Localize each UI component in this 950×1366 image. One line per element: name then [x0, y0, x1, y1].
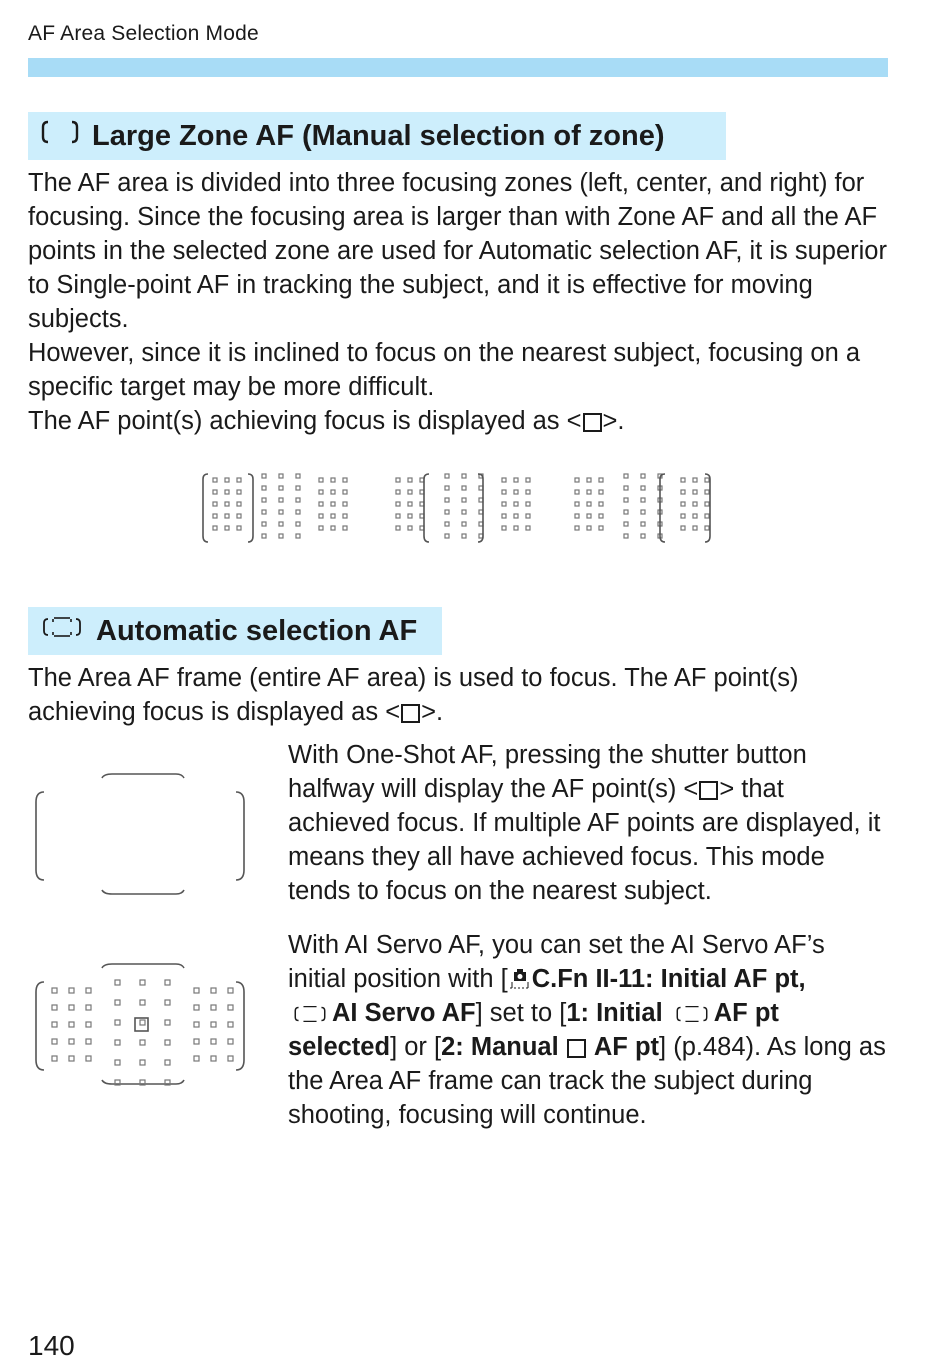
af-point — [115, 980, 120, 985]
af-point — [526, 514, 530, 518]
af-point — [194, 1039, 199, 1044]
af-point — [52, 1039, 57, 1044]
af-point — [624, 498, 628, 502]
af-point — [52, 1022, 57, 1027]
af-point — [194, 1022, 199, 1027]
af-point — [681, 514, 685, 518]
zone-frame-left-bracket — [660, 474, 665, 542]
af-point — [296, 486, 300, 490]
af-point — [211, 1005, 216, 1010]
af-point — [641, 522, 645, 526]
area-af-frame-diagram — [30, 770, 250, 900]
af-point-square-icon — [699, 781, 718, 800]
af-point — [319, 490, 323, 494]
af-point — [69, 1039, 74, 1044]
af-point — [331, 490, 335, 494]
af-point — [86, 1022, 91, 1027]
af-point — [599, 490, 603, 494]
af-point — [462, 474, 466, 478]
af-point — [681, 490, 685, 494]
af-point — [319, 526, 323, 530]
af-point — [86, 1039, 91, 1044]
af-point — [262, 534, 266, 538]
frame-right — [236, 982, 244, 1070]
af-point — [165, 1000, 170, 1005]
af-point — [396, 526, 400, 530]
af-point — [408, 478, 412, 482]
frame-left — [36, 982, 44, 1070]
af-point — [279, 522, 283, 526]
af-point — [69, 988, 74, 993]
af-point — [526, 478, 530, 482]
header-title: AF Area Selection Mode — [28, 22, 259, 45]
af-point — [705, 490, 709, 494]
af-point — [228, 1022, 233, 1027]
af-point-square-icon — [401, 704, 420, 723]
af-point — [279, 534, 283, 538]
af-point — [575, 526, 579, 530]
af-point — [279, 510, 283, 514]
af-point — [599, 502, 603, 506]
af-point — [213, 478, 217, 482]
automatic-selection-af-icon — [40, 614, 84, 648]
af-point — [693, 526, 697, 530]
af-point — [396, 490, 400, 494]
ai-servo-text: With AI Servo AF, you can set the AI Servo AF’s initial position with [ C.Fn II-11: Initial AF pt, AI Servo AF] set to [1: Initial AF pt selected] or [2: Manual AF pt] (p.484). As long as the Area AF frame can track the subject during shooting, focusing will continue. — [288, 931, 886, 1129]
af-point — [445, 534, 449, 538]
af-point — [140, 1000, 145, 1005]
af-point — [681, 502, 685, 506]
af-point — [237, 478, 241, 482]
af-point — [641, 498, 645, 502]
af-point — [587, 514, 591, 518]
af-point — [262, 474, 266, 478]
af-point — [194, 988, 199, 993]
af-point — [165, 1020, 170, 1025]
af-point — [213, 502, 217, 506]
af-point — [641, 474, 645, 478]
af-point — [237, 514, 241, 518]
af-point — [140, 1020, 145, 1025]
af-point — [225, 490, 229, 494]
af-point — [140, 980, 145, 985]
automatic-selection-af-icon — [292, 1000, 328, 1022]
af-point — [343, 526, 347, 530]
af-point — [462, 498, 466, 502]
af-point — [502, 490, 506, 494]
af-point — [211, 988, 216, 993]
af-point — [445, 522, 449, 526]
section1-paragraph-2: However, since it is inclined to focus on the nearest subject, focusing on a specific target may be more difficult. — [28, 339, 861, 401]
af-point — [115, 1000, 120, 1005]
section-heading-large-zone — [28, 112, 726, 160]
header-bar — [28, 58, 888, 77]
af-point — [228, 1039, 233, 1044]
af-point — [575, 490, 579, 494]
af-point — [624, 534, 628, 538]
af-point — [681, 526, 685, 530]
af-point — [296, 522, 300, 526]
af-point — [705, 478, 709, 482]
section2-intro: The Area AF frame (entire AF area) is used to focus. The AF point(s) achieving focus is displayed as < >. — [28, 664, 799, 726]
af-point — [262, 498, 266, 502]
af-point — [262, 522, 266, 526]
af-point — [641, 486, 645, 490]
af-point — [86, 1005, 91, 1010]
af-point — [343, 514, 347, 518]
af-point — [693, 490, 697, 494]
zone-frame-left-bracket — [203, 474, 208, 542]
af-point — [343, 490, 347, 494]
af-point — [225, 478, 229, 482]
af-point — [140, 1060, 145, 1065]
af-point — [52, 1056, 57, 1061]
af-point — [408, 526, 412, 530]
af-point — [705, 502, 709, 506]
af-point — [228, 1005, 233, 1010]
af-point — [279, 474, 283, 478]
af-point — [514, 478, 518, 482]
af-point — [396, 514, 400, 518]
automatic-selection-af-icon — [674, 1000, 710, 1022]
af-point — [237, 526, 241, 530]
af-point — [462, 534, 466, 538]
af-point — [296, 498, 300, 502]
af-point — [514, 526, 518, 530]
af-point — [502, 502, 506, 506]
af-point — [319, 478, 323, 482]
section1-heading-text: Large Zone AF (Manual selection of zone) — [92, 119, 665, 152]
af-point — [237, 502, 241, 506]
af-point — [52, 988, 57, 993]
af-point — [69, 1022, 74, 1027]
af-point — [599, 526, 603, 530]
af-point — [514, 514, 518, 518]
af-point — [408, 514, 412, 518]
af-point — [279, 498, 283, 502]
af-point — [462, 510, 466, 514]
page-number: 140 — [28, 1330, 75, 1361]
af-point — [526, 502, 530, 506]
oneshot-text: With One-Shot AF, pressing the shutter button halfway will display the AF point(s) < > that achieved focus. If multiple AF points are displayed, it means they all have achieved focus. This mode tends to focus on the nearest subject. — [288, 741, 881, 905]
af-point — [462, 522, 466, 526]
af-point — [693, 502, 697, 506]
af-point — [279, 486, 283, 490]
af-point — [213, 490, 217, 494]
af-point — [296, 534, 300, 538]
frame-top — [102, 964, 184, 968]
af-point — [526, 526, 530, 530]
af-point — [587, 490, 591, 494]
section-heading-automatic — [28, 607, 442, 655]
large-zone-af-icon — [40, 119, 80, 153]
af-point — [115, 1040, 120, 1045]
zone-frame-right-bracket — [705, 474, 710, 542]
af-point — [396, 502, 400, 506]
af-point — [165, 980, 170, 985]
af-point — [575, 514, 579, 518]
custom-function-icon — [508, 965, 532, 987]
af-point — [624, 522, 628, 526]
af-point — [587, 478, 591, 482]
af-point — [213, 526, 217, 530]
af-point — [331, 478, 335, 482]
zone-frame-right-bracket — [248, 474, 253, 542]
af-point — [228, 988, 233, 993]
section1-paragraph-3: The AF point(s) achieving focus is displayed as < >. — [28, 407, 625, 435]
af-point — [69, 1005, 74, 1010]
af-point — [140, 1040, 145, 1045]
af-point — [331, 514, 335, 518]
af-point — [331, 502, 335, 506]
af-point — [237, 490, 241, 494]
zone-frame-left-bracket — [424, 474, 429, 542]
af-point — [445, 486, 449, 490]
af-point — [319, 502, 323, 506]
af-point — [165, 1040, 170, 1045]
large-zone-diagrams — [195, 462, 755, 557]
af-point — [408, 502, 412, 506]
zone-frame-right-bracket — [478, 474, 483, 542]
af-point — [213, 514, 217, 518]
af-point — [624, 474, 628, 478]
af-point — [115, 1020, 120, 1025]
af-point — [445, 474, 449, 478]
af-point — [599, 514, 603, 518]
af-point — [575, 502, 579, 506]
af-point — [86, 988, 91, 993]
af-point — [262, 510, 266, 514]
af-point — [69, 1056, 74, 1061]
af-point — [194, 1005, 199, 1010]
af-point — [502, 514, 506, 518]
af-point — [445, 498, 449, 502]
af-point — [343, 478, 347, 482]
af-point — [52, 1005, 57, 1010]
af-point — [526, 490, 530, 494]
af-point-square-icon — [567, 1039, 586, 1058]
af-point — [296, 510, 300, 514]
af-point — [343, 502, 347, 506]
af-point — [228, 1056, 233, 1061]
af-point — [693, 478, 697, 482]
af-point — [331, 526, 335, 530]
af-point — [165, 1060, 170, 1065]
af-point-square-icon — [583, 413, 602, 432]
af-point — [599, 478, 603, 482]
af-point — [445, 510, 449, 514]
af-point — [115, 1060, 120, 1065]
section1-body — [28, 166, 888, 438]
af-point — [462, 486, 466, 490]
af-point — [408, 490, 412, 494]
af-point — [641, 534, 645, 538]
af-point — [225, 514, 229, 518]
af-point — [225, 526, 229, 530]
af-point — [575, 478, 579, 482]
af-point — [587, 502, 591, 506]
section1-paragraph-1: The AF area is divided into three focusing zones (left, center, and right) for focusing. Since the focusing area is larger than with Zone AF and all the AF points in the selected zone are used for Automatic selection AF, it is superior to Single-point AF in tracking the subject, and it is effective for moving subjects. — [28, 169, 887, 333]
af-point — [211, 1039, 216, 1044]
af-point — [705, 514, 709, 518]
af-point — [194, 1056, 199, 1061]
af-point — [502, 526, 506, 530]
af-point — [624, 510, 628, 514]
af-point — [705, 526, 709, 530]
af-point — [514, 502, 518, 506]
af-point — [211, 1022, 216, 1027]
af-point — [514, 490, 518, 494]
af-point — [681, 478, 685, 482]
af-point — [211, 1056, 216, 1061]
ai-servo-af-points-diagram — [30, 960, 250, 1090]
af-point — [319, 514, 323, 518]
af-point — [624, 486, 628, 490]
af-point — [396, 478, 400, 482]
af-point — [225, 502, 229, 506]
af-point — [587, 526, 591, 530]
af-point — [262, 486, 266, 490]
section2-heading-text: Automatic selection AF — [96, 614, 418, 647]
af-point — [502, 478, 506, 482]
af-point — [296, 474, 300, 478]
af-point — [641, 510, 645, 514]
af-point — [86, 1056, 91, 1061]
af-point — [693, 514, 697, 518]
